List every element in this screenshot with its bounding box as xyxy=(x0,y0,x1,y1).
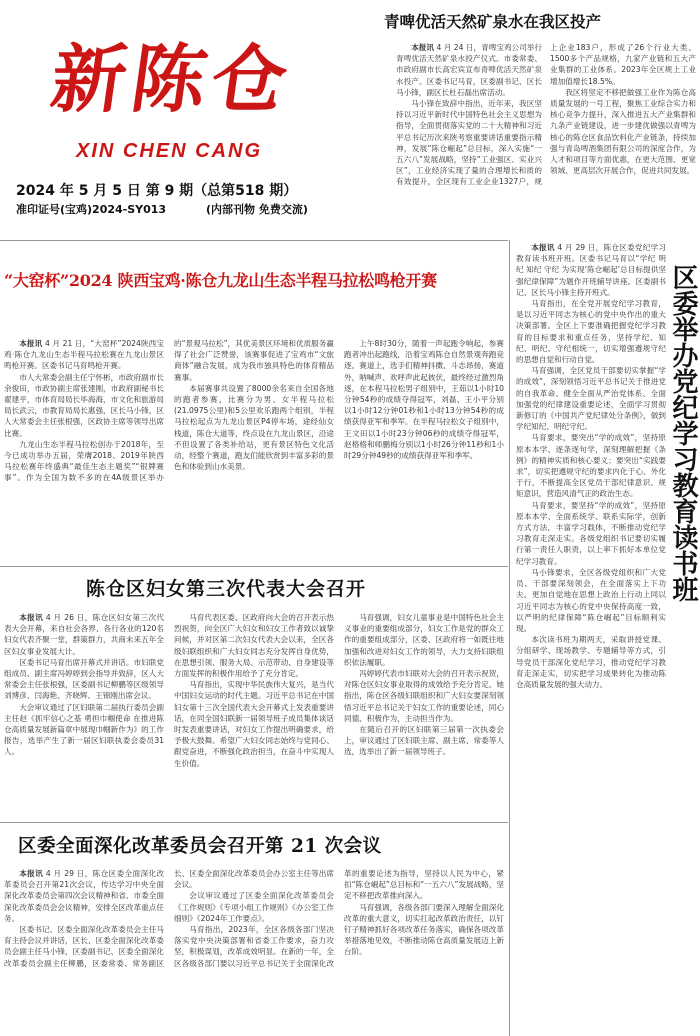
headline-mineral-water: 青啤优活天然矿泉水在我区投产 xyxy=(384,12,602,31)
masthead-title: 新陈仓 xyxy=(45,37,299,123)
headline-marathon: “大窑杯”2024 陕西宝鸡·陈仓九龙山生态半程马拉松鸣枪开赛 xyxy=(4,271,437,290)
headline-reform-committee: 区委全面深化改革委员会召开第 21 次会议 xyxy=(18,836,382,857)
divider xyxy=(0,566,508,567)
body-marathon: 本报讯 4 月 21 日，“大窑杯”2024陕西宝鸡·陈仓九龙山生态半程马拉松赛在九龙山景区鸣枪开赛。区委书记马育鸣枪开赛。 市人大常委会副主任宁怀彬，市政府副市长余俊田，市政协副主席张建刚，市政府副秘书长翟建平，市体育局局长毕海海，市文化和旅游局局长武云，市教育局局长惠强，区长马小锋，区人大常委会主任张根强，区政协主席等领导出席比赛。 九龙山生态半程马拉松创办于2018年，至今已成功举办五届，荣膺2018、2019年陕西马拉松赛年终盛典“最佳生态主题奖”“银牌赛事”。作为全国为数不多的在4A级景区举办的“景观马拉松”，其优美景区环境和优质服务赢得了社会广泛赞誉，该赛事促进了宝鸡市“文旅商体”融合发展，成为我市独具特色的体育精品赛事。 本届赛事共设置了8000余名来自全国各地的跑者参赛，比赛分为男、女半程马拉松(21.0975公里)和5公里欢乐跑两个组别，半程马拉松起点为九龙山景区P4停车场，途经仙女栈道，陈仓大道等，终点设在九龙山景区，沿途不但设置了各类补给站，更有景区特色文化活动，经整个赛道，跑友们能欣赏到丰富多彩的景色和体验到山水美景。 上午8时30分，随着一声起跑令响起，参赛跑者冲出起跑线，沿着宝鸡陈仓自然景观奔跑竞逐。赛道上，选手们精神抖擞、斗志昂扬，赛道外，呐喊声、欢呼声此起彼伏，最终经过激烈角逐，在本程马拉松男子组别中，王茹以1小时10分钟54秒的成绩夺得冠军，刘磊、王小平分别以1小时12分钟01秒和1小时13分钟54秒的成绩获得亚军和季军。在半程马拉松女子组别中，王文田以1小时23分钟06秒的成绩夺得冠军，赵格格和师鹏梅分别以1小时26分钟11秒和1小时29分钟49秒的成绩获得亚军和季军。 xyxy=(4,339,504,483)
body-discipline-class: 本报讯 4 月 29 日，陈仓区委党纪学习教育读书班开班。区委书记马育以“学纪 明纪 知纪 守纪 为实现‘陈仓崛起’总目标提供坚强纪律保障”为题作开班辅导讲座。区委副书记、区长马小锋主持开班式。 马育指出，在全党开展党纪学习教育，是以习近平同志为核心的党中央作出的重大决策部署。全区上下要准确把握党纪学习教育的目标要求和重点任务，坚持学纪、知纪、明纪、守纪相统一，切实增强遵规守纪的思想自觉和行动自觉。 马育强调，全区党员干部要切实掌握“学的成效”，深刻领悟习近平总书记关于推进党的自我革命、健全全面从严治党体系、全面加强党的纪律建设重要论述，全面学习贯彻新修订的《中国共产党纪律处分条例》，做到学纪知纪、明纪守纪。 马育要求，要突出“学的成效”，坚持原原本本学、逐条逐句学，深刻理解把握《条例》的精神实质和核心要义；要突出“实践要求”，切实把遵规守纪的要求内化于心、外化于行，不断提高全区党员干部纪律意识、规矩意识，营造风清气正的政治生态。 马育要求，要坚持“学的成效”，坚持原原本本学、全面系统学、联系实际学，创新方式方法，丰富学习载体，不断推动党纪学习教育走深走实。各级党组织书记要切实履行第一责任人职责，以上率下抓好本单位党纪学习教育。 马小锋要求，全区各级党组织和广大党员、干部要深刻领会，在全面落实上下功夫，更加自觉地在思想上政治上行动上同以习近平同志为核心的党中央保持高度一致，以严明的纪律保障“陈仓崛起”目标顺利实现。 本次读书班为期两天，采取讲授党课、分组研学、现场教学、专题辅导等方式，引导党员干部深化党纪学习，推动党纪学习教育走深走实，切实把学习成果转化为推动陈仓高质量发展的强大动力。 xyxy=(516,243,667,689)
publication-note: (内部刊物 免费交流) xyxy=(206,203,308,216)
headline-discipline-class: 区委举办党纪学习教育读书班 xyxy=(668,264,698,602)
article-reform-committee xyxy=(0,824,508,1036)
body-womens-congress: 本报讯 4 月 26 日，陈仓区妇女第三次代表大会开幕，来自社会各界、各行各业的120名妇女代表齐聚一堂，群策群力，共商未来五年全区妇女事业发展大计。 区委书记马育出席开幕式并讲话。市妇联党组成员、副主席冯婷婷到会指导并致辞，区人大常委会主任张根强，区委副书记柳鹏等区级领导刘博彦、闫海艳、齐晓辉、王锦刚出席会议。 大会审议通过了区妇联第二届执行委员会副主任赵《抓牢信心之基 勇担巾帼使命 在推进陈仓高质量发展新篇章中展现巾帼新作为》的工作报告，选举产生了新一届区妇联执委会委员31人。 马育代表区委、区政府向大会的召开表示热烈祝贺，向全区广大妇女和妇女工作者致以诚挚问候，并对区第二次妇女代表大会以来，全区各级妇联组织和广大妇女同志充分发挥自身优势，在思想引领、服务大局、示范带动、自身建设等方面发挥的积极作用给予了充分肯定。 马育指出，实现中华民族伟大复兴，是当代中国妇女运动的时代主题。习近平总书记在中国妇女第十三次全国代表大会开幕式上发表重要讲话，在同全国妇联新一届领导班子成员集体谈话时发表重要讲话，对妇女工作提出明确要求，给予极大鼓舞。希望广大妇女同志始终与党同心、跟党奋进，不断强化政治担当，在奋斗中实现人生价值。 马育强调，妇女儿童事业是中国特色社会主义事业的重要组成部分，妇女工作是党的群众工作的重要组成部分，区委、区政府将一如既往地加强和改进对妇女工作的领导，大力支持妇联组织依法履职。 冯婷婷代表市妇联对大会的召开表示祝贺，对陈仓区妇女事业取得的成效给予充分肯定。她指出，陈仓区各级妇联组织和广大妇女要深刻领悟习近平总书记关于妇女工作的重要论述，同心同德、积极作为，主动担当作为。 在随后召开的区妇联第三届第一次执委会上，审议通过了区妇联主席、副主席、常委等人选，选举出了新一届领导班子。 xyxy=(4,613,504,768)
divider xyxy=(509,240,510,1036)
headline-womens-congress: 陈仓区妇女第三次代表大会召开 xyxy=(86,578,367,600)
body-mineral-water: 本报讯 4 月 24 日，青啤宝鸡公司举行青啤优活天然矿泉水投产仪式。市委常委、市政府副市长高宏宾宣布青啤优活天然矿泉水投产。区委书记马育，区委副书记、区长马小锋，副区长杜石磊出席活动。 马小锋在致辞中指出，近年来，我区坚持以习近平新时代中国特色社会主义思想为指导，全面贯彻落实党的二十大精神和习近平总书记历次来陕考察重要讲话重要指示精神，发展“陈仓崛起”总目标，深入实施“一五六八”发展战略，坚持“工业强区、实业兴区”，工业经济实现了量的合理增长和质的有效提升，全区现有工业企业1327户，规上企业183户，形成了26个行业大类、1500多个产品规格，九家产业链和五大产业集群的工业体系。2023年全区规上工业增加值增长18.5%。 我区将坚定不移把做强工业作为陈仓高质量发展的一号工程，聚焦工业综合实力和核心竞争力提升，深入推进五大产业集群和九条产业链建设，进一步建优做强以青啤为核心的陈仓区食品饮料化产业链条，持续加强与青岛啤酒集团有限公司的深度合作，为人才和项目等方面优惠，在更大范围、更宽领域、更高层次开展合作，促进共同发展。 xyxy=(396,43,696,187)
permit-number: 准印证号(宝鸡)2024-SY013 xyxy=(16,203,167,216)
article-discipline-class xyxy=(512,240,700,1036)
lead-mineral-water: 本报讯 xyxy=(411,43,435,52)
body-reform-committee: 本报讯 4 月 29 日，陈仓区委全面深化改革委员会召开第21次会议，传达学习中央全面深化改革委员会第四次会议精神和省、市委全面深化改革委员会会议精神，安排全区改革重点任务。 区委书记、区委全面深化改革委员会主任马育主持会议并讲话，区长、区委全面深化改革委员会副主任马小锋，区委副书记、区委全面深化改革委员会副主任柳鹏，区委常委、常务副区长、区委全面深化改革委员会办公室主任等出席会议。 会议审议通过了区委全面深化改革委员会《工作规则》《专项小组工作规则》《办公室工作细则》《2024年工作要点》。 马育指出，2023年，全区各级各部门坚决落实党中央决策部署和省委工作要求，奋力攻坚，积极谋划，改革成效明显。在新的一年，全区各级各部门要以习近平总书记关于全面深化改革的重要论述为指导，坚持以人民为中心，紧扣“陈仓崛起”总目标和“一五六八”发展战略，坚定不移把改革推向深入。 马育强调，各级各部门要深入理解全面深化改革的重大意义，切实扛起改革政治责任，以钉钉子精神抓好各项改革任务落实，确保各项改革举措落地见效，不断推动陈仓高质量发展迈上新台阶。 xyxy=(4,869,505,968)
divider xyxy=(0,240,508,241)
article-mineral-water xyxy=(380,0,698,240)
masthead xyxy=(8,0,368,240)
article-marathon xyxy=(0,244,508,560)
masthead-pinyin: XIN CHEN CANG xyxy=(76,140,263,162)
article-womens-congress xyxy=(0,568,508,820)
date-line: 2024 年 5 月 5 日 第 9 期（总第518 期） xyxy=(16,183,298,199)
divider xyxy=(0,822,508,823)
